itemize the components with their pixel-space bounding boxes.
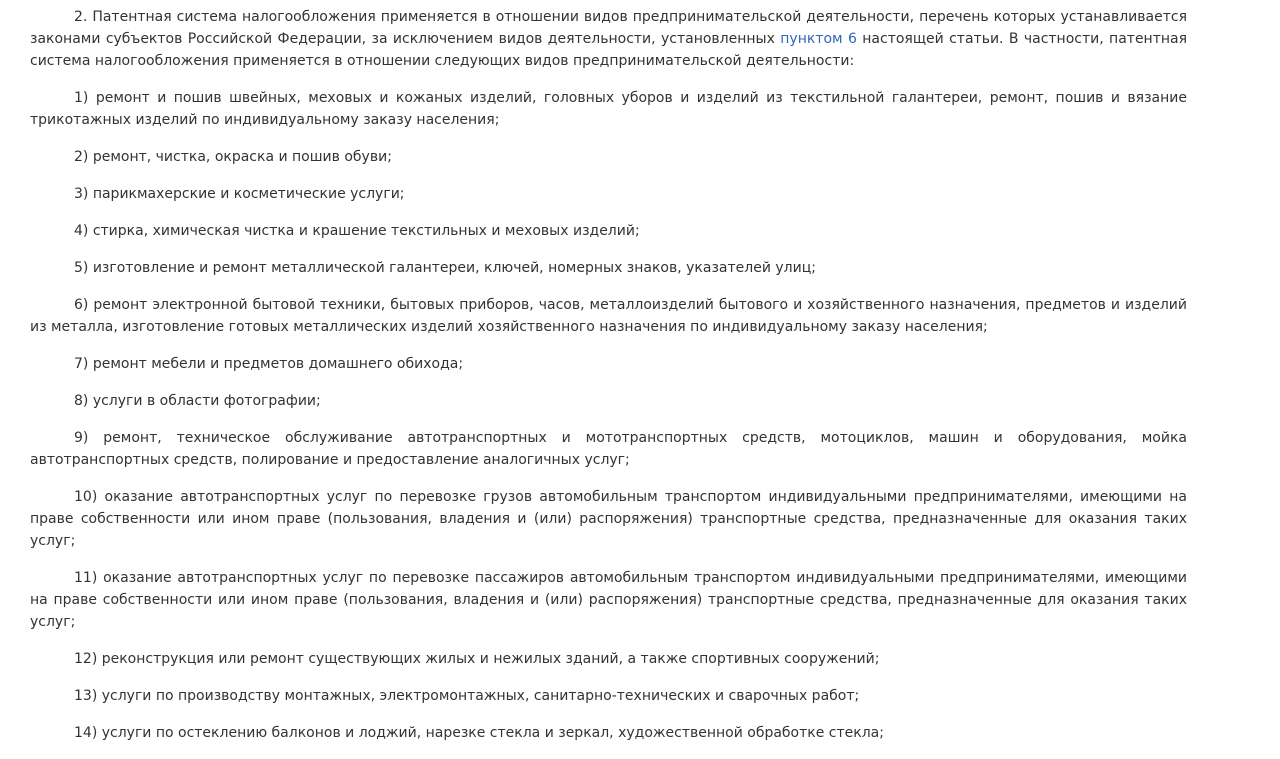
list-item-14: 14) услуги по остеклению балконов и лоджий, нарезке стекла и зеркал, художественной обработке стекла; xyxy=(74,725,884,741)
point-6-link[interactable]: пунктом 6 xyxy=(780,31,857,47)
list-item-5: 5) изготовление и ремонт металлической галантереи, ключей, номерных знаков, указателей улиц; xyxy=(74,260,816,276)
list-item-4: 4) стирка, химическая чистка и крашение текстильных и меховых изделий; xyxy=(74,223,640,239)
intro-text-start: 2. Патентная система налогообложения применяется в отношении видов предпринимательской деятельности, перечень которых устанавливается законами субъектов Российской Федерации, за исключением видов деятельности, установленных xyxy=(30,9,1187,47)
list-item-6: 6) ремонт электронной бытовой техники, бытовых приборов, часов, металлоизделий бытового и хозяйственного назначения, предметов и изделий из металла, изготовление готовых металлических изделий хозяйственного назначения по индивидуальному заказу населения; xyxy=(30,297,1187,335)
intro-paragraph xyxy=(30,6,1187,72)
list-item-13: 13) услуги по производству монтажных, электромонтажных, санитарно-технических и сварочных работ; xyxy=(74,688,860,704)
list-item-3: 3) парикмахерские и косметические услуги; xyxy=(74,186,405,202)
document-body xyxy=(30,6,1187,759)
list-item-8: 8) услуги в области фотографии; xyxy=(74,393,321,409)
list-item-10: 10) оказание автотранспортных услуг по перевозке грузов автомобильным транспортом индивидуальными предпринимателями, имеющими на праве собственности или ином праве (пользования, владения и (или) распоряжения) транспортные средства, предназначенные для оказания таких услуг; xyxy=(30,489,1187,549)
list-item-7: 7) ремонт мебели и предметов домашнего обихода; xyxy=(74,356,464,372)
list-item-11: 11) оказание автотранспортных услуг по перевозке пассажиров автомобильным транспортом индивидуальными предпринимателями, имеющими на праве собственности или ином праве (пользования, владения и (или) распоряжения) транспортные средства, предназначенные для оказания таких услуг; xyxy=(30,570,1187,630)
intro-text-end: настоящей статьи. В частности, патентная система налогообложения применяется в отношении следующих видов предпринимательской деятельности: xyxy=(30,31,1188,69)
list-item-12: 12) реконструкция или ремонт существующих жилых и нежилых зданий, а также спортивных сооружений; xyxy=(74,651,880,667)
list-item-9: 9) ремонт, техническое обслуживание автотранспортных и мототранспортных средств, мотоциклов, машин и оборудования, мойка автотранспортных средств, полирование и предоставление аналогичных услуг; xyxy=(30,430,1187,468)
list-item-1: 1) ремонт и пошив швейных, меховых и кожаных изделий, головных уборов и изделий из текстильной галантереи, ремонт, пошив и вязание трикотажных изделий по индивидуальному заказу населения; xyxy=(30,90,1187,128)
list-item-2: 2) ремонт, чистка, окраска и пошив обуви; xyxy=(74,149,392,165)
